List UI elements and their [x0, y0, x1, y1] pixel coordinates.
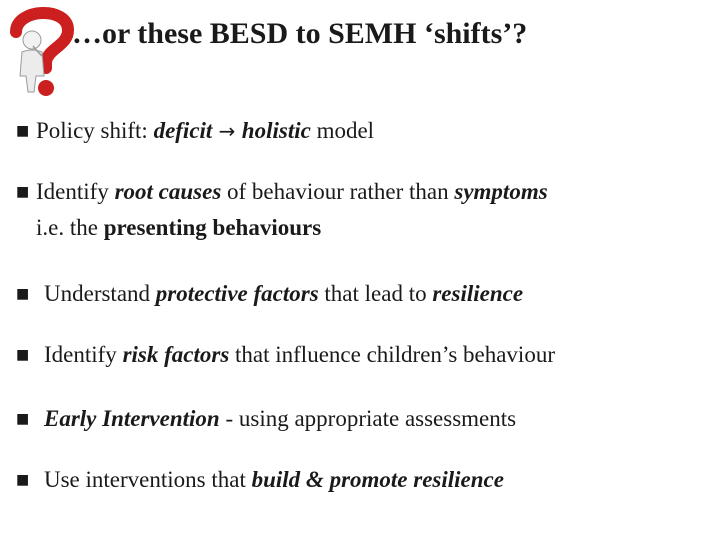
bullet-marker: ■: [16, 472, 30, 488]
bullet-text: [44, 278, 523, 310]
text-run: Identify: [44, 342, 123, 367]
bullet-marker: ■: [16, 411, 30, 427]
text-run: Understand: [44, 281, 156, 306]
bullet-marker: ■: [16, 123, 30, 139]
arrow-icon: →: [212, 119, 242, 143]
bullet-text: [44, 339, 555, 371]
text-run: Identify: [36, 179, 115, 204]
bullet-text: [44, 403, 516, 435]
bullet-text: [36, 115, 374, 147]
text-run: resilience: [432, 281, 524, 306]
text-run: holistic: [241, 118, 311, 143]
bullet-marker: ■: [16, 347, 30, 363]
text-run: build & promote resilience: [251, 467, 504, 492]
bullet-marker: ■: [16, 184, 30, 200]
bullet-text: [44, 464, 504, 496]
text-run: protective factors: [155, 281, 319, 306]
text-run: risk factors: [122, 342, 230, 367]
bullet-marker: ■: [16, 286, 30, 302]
text-run: symptoms: [454, 179, 548, 204]
text-run: presenting behaviours: [103, 215, 322, 240]
text-run: i.e. the: [36, 215, 104, 240]
text-run: Policy shift:: [36, 118, 154, 143]
text-run: - using appropriate assessments: [219, 406, 517, 431]
text-run: model: [310, 118, 375, 143]
question-mark-figure-icon: [6, 2, 78, 102]
text-run: Early Intervention: [44, 406, 220, 431]
text-run: that lead to: [318, 281, 433, 306]
text-run: of behaviour rather than: [221, 179, 455, 204]
text-run: Use interventions that: [44, 467, 252, 492]
text-run: root causes: [114, 179, 222, 204]
page-title: …or these BESD to SEMH ‘shifts’?: [72, 17, 528, 50]
bullet-text-continuation: [36, 212, 321, 244]
bullet-text: [36, 176, 548, 208]
text-run: that influence children’s behaviour: [229, 342, 555, 367]
text-run: deficit: [153, 118, 213, 143]
